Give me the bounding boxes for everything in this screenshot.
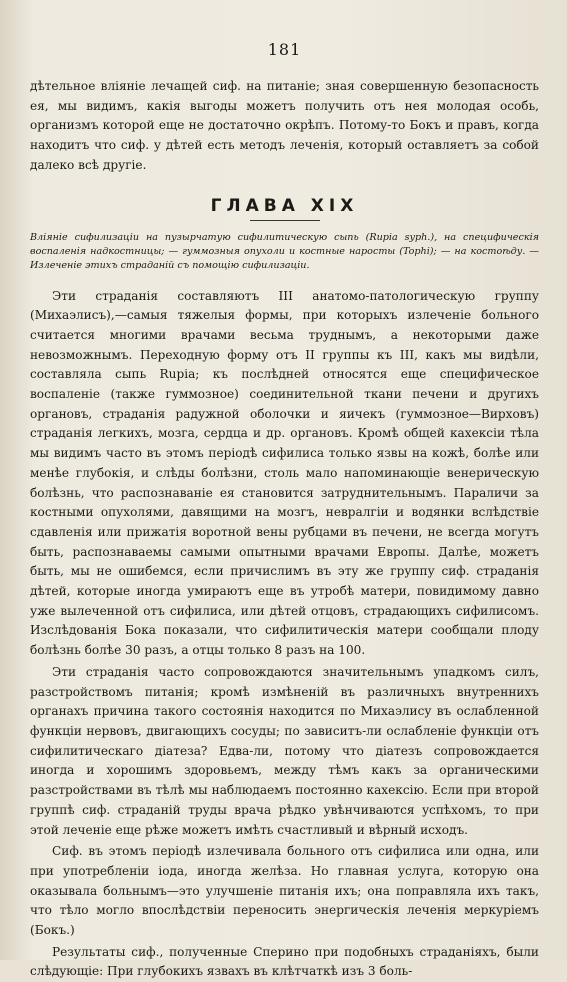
body-paragraph: Сиф. въ этомъ періодѣ излечивала больного отъ сифилиса или одна, или при употребленіи іода, иногда желѣза. Но главная услуга, которую она оказывала больнымъ—это улучшеніе питанія ихъ; она поправляла ихъ такъ, что тѣло могло впослѣдствіи переносить энергическія леченія меркуріемъ (Бокъ.) — [30, 844, 539, 938]
body-paragraph: Результаты сиф., полученные Сперино при подобныхъ страданіяхъ, были слѣдующіе: При глубокихъ язвахъ въ клѣтчаткѣ изъ 3 боль- — [30, 944, 539, 979]
intro-paragraph: дѣтельное вліяніе лечащей сиф. на питаніе; зная совершенную безопасность ея, мы видимъ, какія выгоды можетъ получить отъ нея молодая особь, организмъ которой еще не достаточно окрѣпъ. Потому-то Бокъ и правъ, когда находитъ что сиф. у дѣтей есть методъ леченія, который оставляетъ за собой далеко всѣ другіе. — [30, 79, 539, 172]
chapter-summary: Вліяніе сифилизаціи на пузырчатую сифилитическую сыпь (Rupia syph.), на специфическія воспаленія надкостницы; — гуммозныя опухоли и костные наросты (Tophi); — на костоѣду. — Излеченіе этихъ страданій съ помощію сифилизаціи. — [30, 231, 539, 271]
chapter-title-rule — [250, 220, 320, 221]
chapter-title: ГЛАВА XIX — [210, 195, 359, 216]
body-paragraph: Эти страданія составляютъ III анатомо-патологическую группу (Михаэлисъ),—самыя тяжелыя формы, при которыхъ излеченіе больного считается многими врачами весьма труднымъ, а некоторыми даже невозможнымъ. Переходную форму отъ II группы къ III, какъ мы видѣли, составляла сыпь Rupia; къ послѣдней относятся еще специфическое воспаленіе (также гуммозное) соединительной ткани печени и другихъ органовъ, страданія радужной оболочки и яичекъ (гуммозное—Вирховъ) страданія легкихъ, мозга, сердца и др. органовъ. Кромѣ общей кахексіи тѣла мы видимъ часто въ этомъ періодѣ сифилиса только язвы на кожѣ, болѣе или менѣе глубокія, и слѣды болѣзни, столь мало напоминающіе венерическую болѣзнь, что распознаваніе ея становится затруднительнымъ. Параличи за костными опухолями, давящими на мозгъ, невралгіи и водянки вслѣдствіе сдавленія или прижатія воротной вены рубцами въ печени, не всегда могутъ быть, распознаваемы самыми опытными врачами Европы. Далѣе, можетъ быть, мы не ошибемся, если причислимъ въ эту же группу сиф. страданія дѣтей, которые иногда умираютъ еще въ утробѣ матери, повидимому давно уже вылеченной отъ сифилиса, или дѣтей отцовъ, страдающихъ сифилисомъ. Изслѣдованія Бока показали, что сифилитическія матери сообщали плоду болѣзнь болѣе 30 разъ, а отцы только 8 разъ на 100. — [30, 288, 539, 658]
page-number: 181 — [267, 40, 302, 59]
chapter-body — [30, 287, 539, 982]
body-paragraph: Эти страданія часто сопровождаются значительнымъ упадкомъ силъ, разстройствомъ питанія; кромѣ измѣненій въ различныхъ внутреннихъ органахъ причина такого состоянія находится по Михаэлису въ ослабленной функціи нервовъ, двигающихъ сосуды; по зависитъ-ли ослабленіе функціи отъ сифилитическаго діатеза? Едва-ли, потому что діатезъ сопровождается иногда и хорошимъ здоровьемъ, между тѣмъ какъ за органическими разстройствами въ тѣлѣ мы наблюдаемъ постоянно кахексію. Если при второй группѣ сиф. страданій труды врача рѣдко увѣнчиваются успѣхомъ, то при этой леченіе еще рѣже можетъ имѣть счастливый и вѣрный исходъ. — [30, 664, 539, 837]
